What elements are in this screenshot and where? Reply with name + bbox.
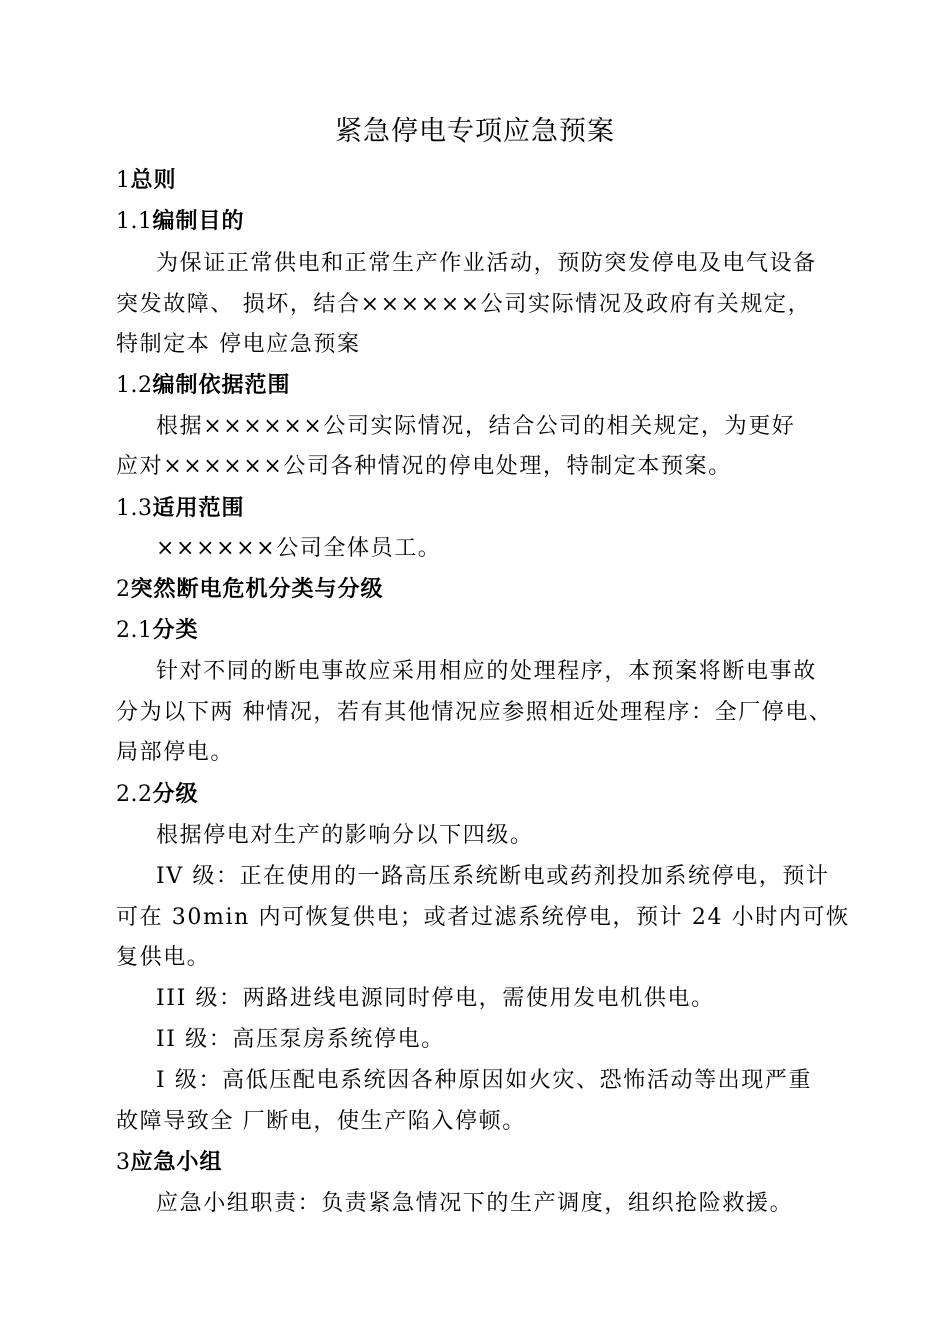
paragraph-line: 根据停电对生产的影响分以下四级。 (156, 823, 534, 848)
heading-1-3-number: 1.3 (116, 496, 153, 521)
paragraph-line: 可在 30min 内可恢复供电；或者过滤系统停电，预计 24 小时内可恢 (116, 905, 850, 930)
heading-2-text: 突然断电危机分类与分级 (130, 577, 384, 602)
paragraph-line: 针对不同的断电事故应采用相应的处理程序，本预案将断电事故 (156, 659, 817, 684)
paragraph-line: 根据××××××公司实际情况，结合公司的相关规定，为更好 (156, 414, 796, 439)
paragraph-line: 分为以下两 种情况，若有其他情况应参照相近处理程序：全厂停电、 (116, 700, 833, 725)
heading-3 (116, 1148, 876, 1178)
document-title: 紧急停电专项应急预案 (335, 116, 615, 147)
heading-1 (116, 166, 876, 196)
heading-1-3-text: 适用范围 (152, 496, 245, 521)
level-iii-line: III 级：两路进线电源同时停电，需使用发电机供电。 (156, 986, 715, 1011)
paragraph-line: 应急小组职责：负责紧急情况下的生产调度，组织抢险救援。 (156, 1191, 794, 1216)
heading-2-2 (116, 780, 876, 810)
heading-1-2 (116, 371, 876, 401)
heading-2-2-text: 分级 (152, 782, 199, 807)
heading-2-number: 2 (116, 577, 131, 602)
paragraph-line: 应对××××××公司各种情况的停电处理，特制定本预案。 (116, 454, 732, 479)
paragraph-line: 突发故障、 损坏，结合××××××公司实际情况及政府有关规定， (116, 292, 812, 317)
heading-2-1-number: 2.1 (116, 618, 153, 643)
level-iv-line: IV 级：正在使用的一路高压系统断电或药剂投加系统停电，预计 (156, 864, 830, 889)
heading-1-number: 1 (116, 168, 131, 193)
heading-2-2-number: 2.2 (116, 782, 153, 807)
heading-1-2-number: 1.2 (116, 373, 153, 398)
heading-2-1-text: 分类 (152, 618, 199, 643)
heading-1-1-number: 1.1 (116, 209, 153, 234)
heading-2-1 (116, 616, 876, 646)
heading-1-1 (116, 207, 876, 237)
heading-1-1-text: 编制目的 (152, 209, 245, 234)
heading-3-text: 应急小组 (130, 1150, 223, 1175)
level-ii-line: II 级：高压泵房系统停电。 (156, 1027, 445, 1052)
heading-1-3 (116, 494, 876, 524)
paragraph-line: 为保证正常供电和正常生产作业活动，预防突发停电及电气设备 (156, 251, 817, 276)
heading-3-number: 3 (116, 1150, 131, 1175)
paragraph-line: 复供电。 (116, 945, 211, 970)
heading-1-text: 总则 (130, 168, 177, 193)
heading-1-2-text: 编制依据范围 (152, 373, 291, 398)
heading-2 (116, 575, 876, 605)
paragraph-line: ××××××公司全体员工。 (156, 536, 442, 561)
level-i-line: I 级：高低压配电系统因各种原因如火灾、恐怖活动等出现严重 (156, 1068, 813, 1093)
paragraph-line: 特制定本 停电应急预案 (116, 332, 361, 357)
paragraph-line: 局部停电。 (116, 740, 235, 765)
paragraph-line: 故障导致全 厂断电，使生产陷入停顿。 (116, 1109, 526, 1134)
